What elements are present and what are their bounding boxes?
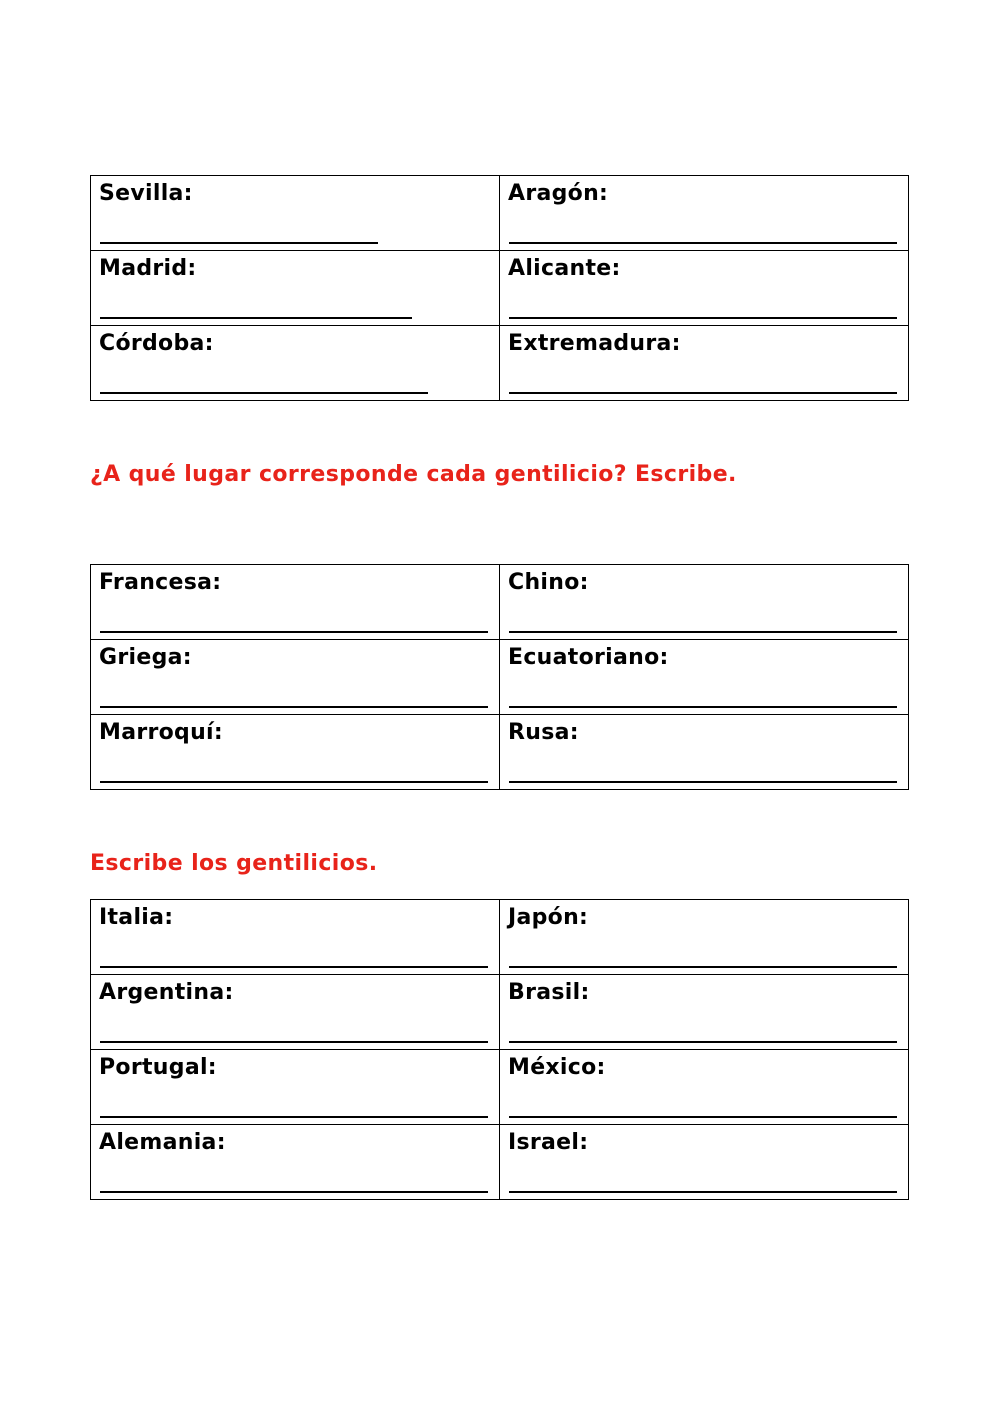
cell-madrid[interactable] [91,251,500,326]
cell-argentina[interactable] [91,975,500,1050]
cell-label: Francesa: [99,570,222,595]
answer-line[interactable] [509,242,897,244]
cell-brasil[interactable] [500,975,909,1050]
answer-line[interactable] [100,781,488,783]
instruction-heading: Escribe los gentilicios. [90,851,378,876]
answer-line[interactable] [509,966,897,968]
cell-label: Extremadura: [508,331,681,356]
table-row [91,326,909,401]
cell-label: Alemania: [99,1130,226,1155]
cell-label: Aragón: [508,181,609,206]
cell-label: Rusa: [508,720,579,745]
table-row [91,176,909,251]
cell-italia[interactable] [91,900,500,975]
cell-francesa[interactable] [91,565,500,640]
answer-line[interactable] [509,706,897,708]
answer-line[interactable] [509,392,897,394]
cell-griega[interactable] [91,640,500,715]
answer-line[interactable] [509,1041,897,1043]
table-row [91,1125,909,1200]
table-row [91,1050,909,1125]
cell-japon[interactable] [500,900,909,975]
table-row [91,900,909,975]
answer-line[interactable] [100,706,488,708]
table-row [91,251,909,326]
cell-aragon[interactable] [500,176,909,251]
table-row [91,640,909,715]
table-row [91,565,909,640]
cell-chino[interactable] [500,565,909,640]
cell-sevilla[interactable] [91,176,500,251]
cell-label: Griega: [99,645,192,670]
answer-line[interactable] [509,317,897,319]
answer-line[interactable] [100,966,488,968]
cell-rusa[interactable] [500,715,909,790]
cell-mexico[interactable] [500,1050,909,1125]
table-row [91,975,909,1050]
answer-line[interactable] [100,392,428,394]
cell-portugal[interactable] [91,1050,500,1125]
cell-label: Sevilla: [99,181,193,206]
cell-label: Brasil: [508,980,590,1005]
answer-line[interactable] [100,1116,488,1118]
cell-label: Portugal: [99,1055,217,1080]
answer-line[interactable] [509,781,897,783]
cell-label: Córdoba: [99,331,214,356]
cell-israel[interactable] [500,1125,909,1200]
cell-label: Ecuatoriano: [508,645,669,670]
answer-line[interactable] [100,317,412,319]
cell-label: Marroquí: [99,720,224,745]
cell-label: Madrid: [99,256,197,281]
gentilicios-table-2 [90,564,909,790]
cell-label: México: [508,1055,606,1080]
cell-label: Israel: [508,1130,589,1155]
answer-line[interactable] [509,1116,897,1118]
cell-label: Chino: [508,570,589,595]
cell-cordoba[interactable] [91,326,500,401]
table-row [91,715,909,790]
answer-line[interactable] [509,1191,897,1193]
cell-label: Japón: [508,905,589,930]
answer-line[interactable] [100,631,488,633]
cell-alicante[interactable] [500,251,909,326]
gentilicios-table-3 [90,899,909,1200]
answer-line[interactable] [509,631,897,633]
cell-label: Argentina: [99,980,234,1005]
answer-line[interactable] [100,1041,488,1043]
cell-ecuatoriano[interactable] [500,640,909,715]
answer-line[interactable] [100,1191,488,1193]
cell-label: Alicante: [508,256,621,281]
cell-alemania[interactable] [91,1125,500,1200]
cell-marroqui[interactable] [91,715,500,790]
instruction-heading: ¿A qué lugar corresponde cada gentilicio? Escribe. [90,462,737,487]
cell-label: Italia: [99,905,174,930]
cell-extremadura[interactable] [500,326,909,401]
answer-line[interactable] [100,242,378,244]
gentilicios-table-1 [90,175,909,401]
